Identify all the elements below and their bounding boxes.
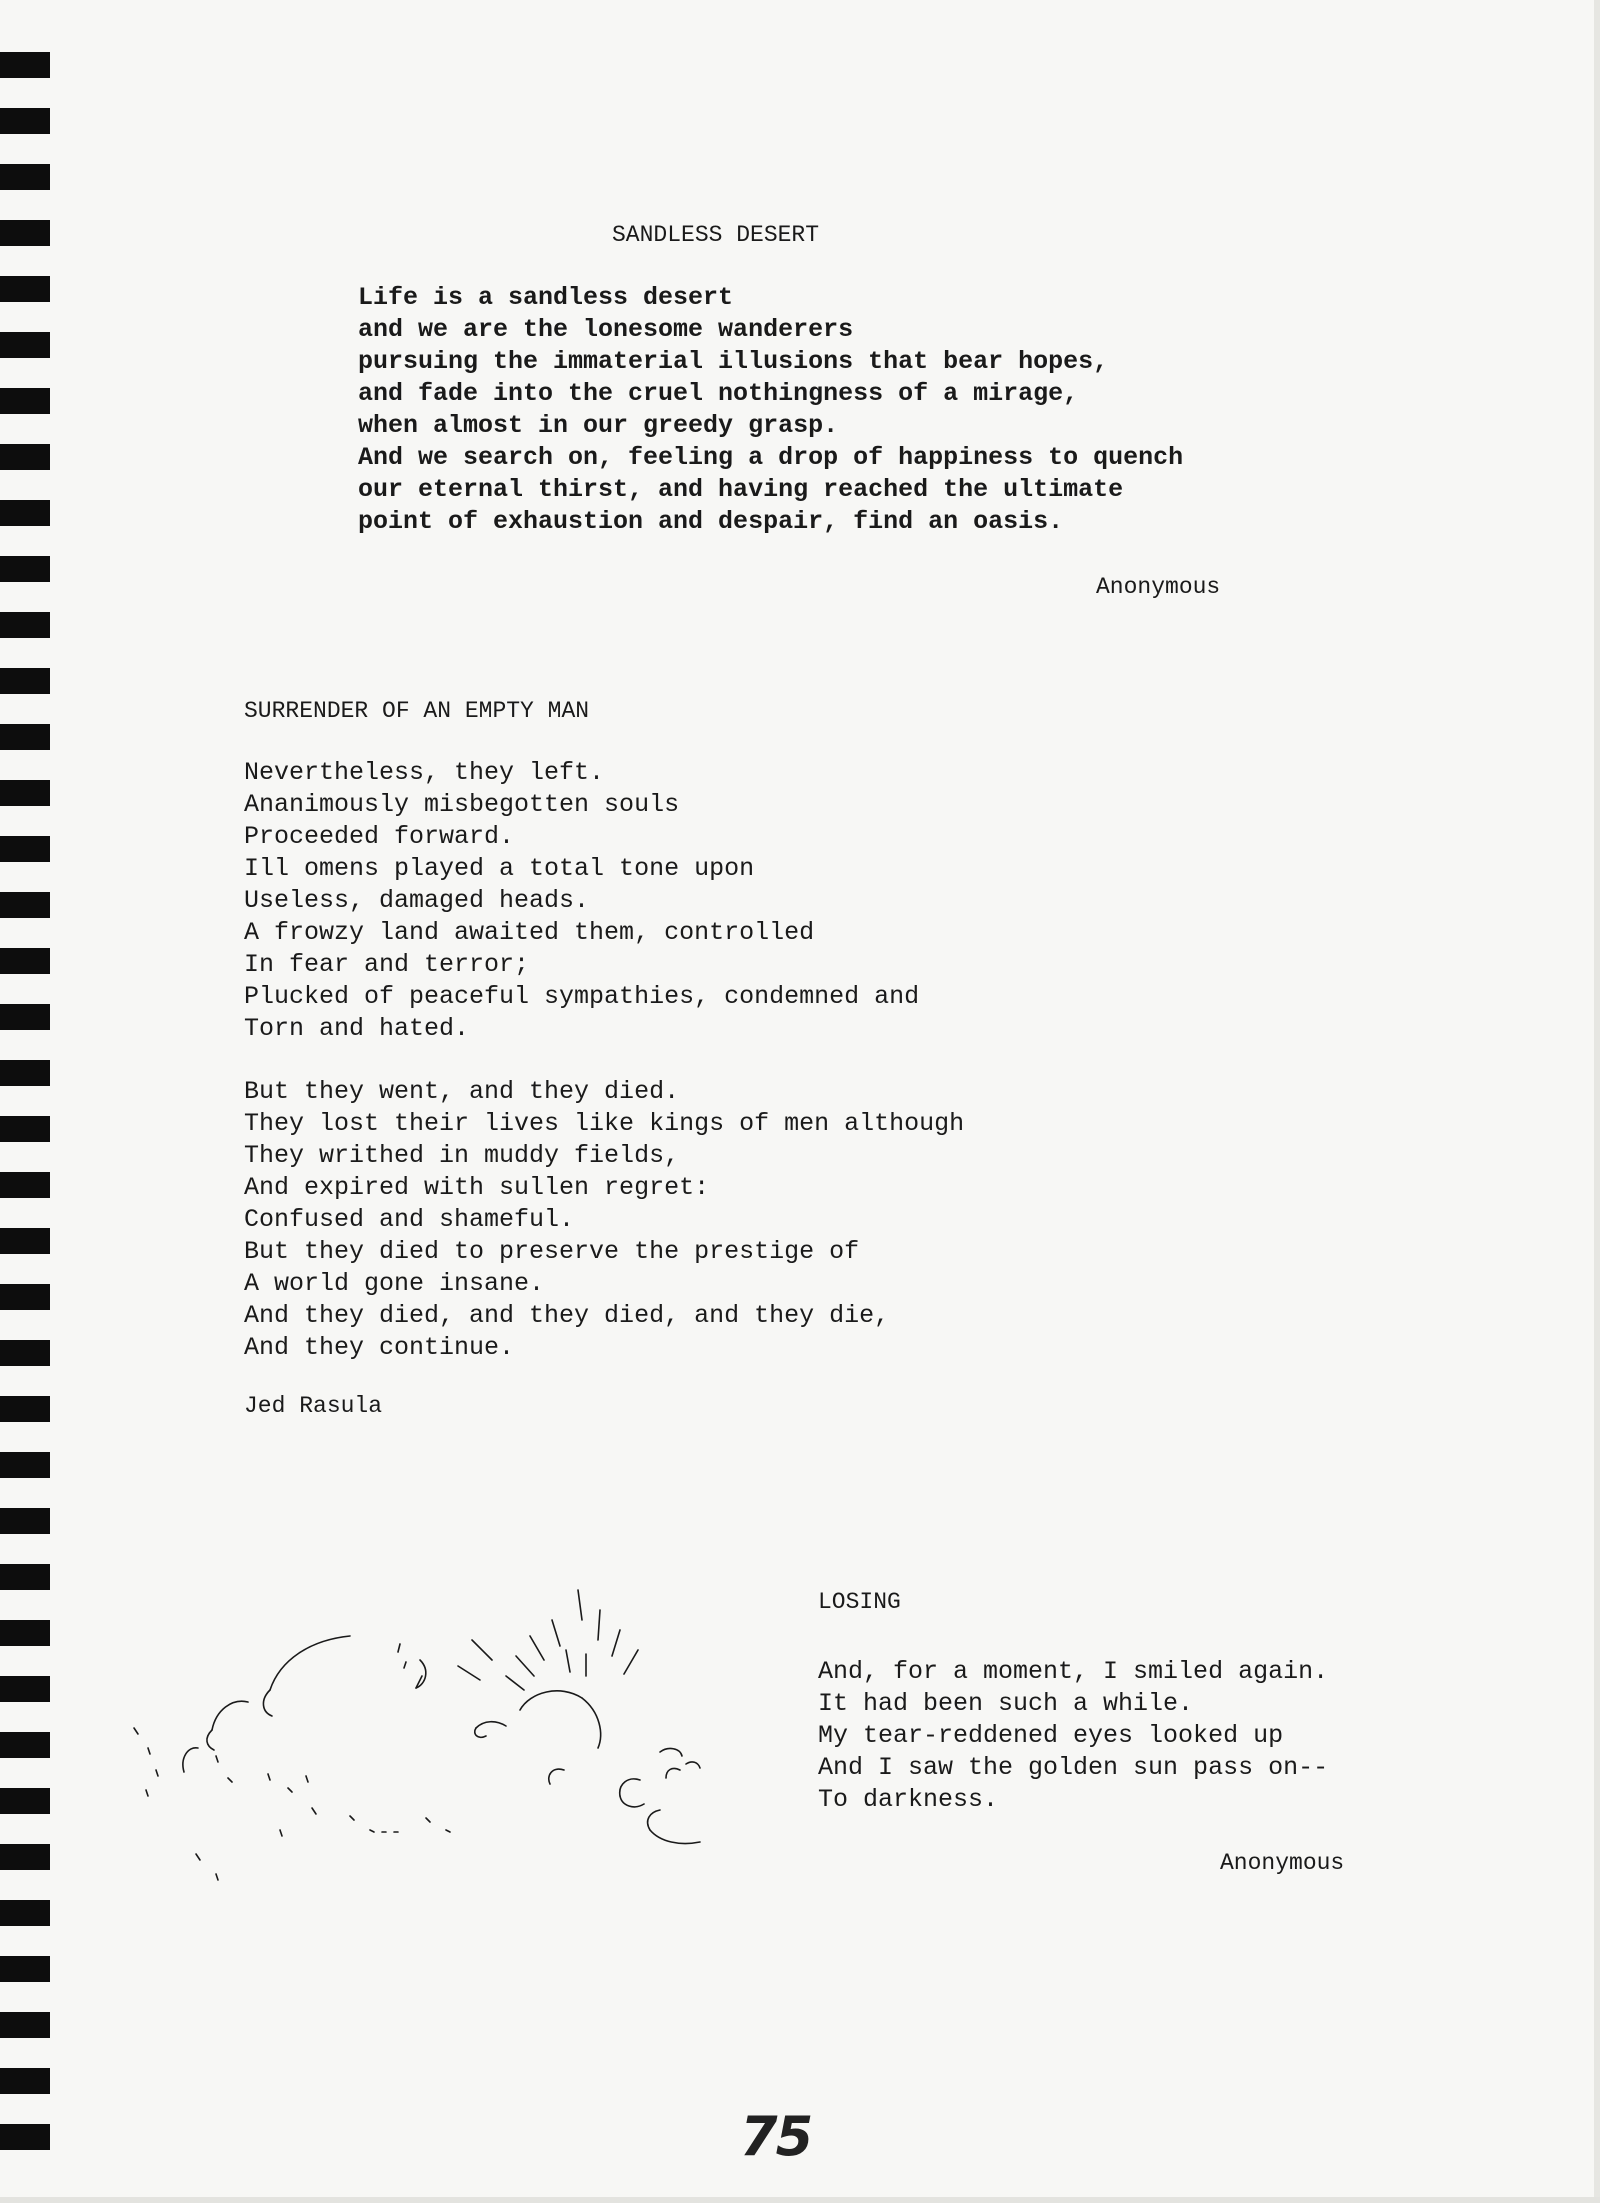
- poem-line: And they died, and they died, and they die,: [244, 1301, 890, 1330]
- poem-line: They lost their lives like kings of men although: [244, 1109, 965, 1138]
- binding-hole: [0, 1228, 50, 1254]
- poem-line: and we are the lonesome wanderers: [358, 315, 854, 344]
- poem-line: And, for a moment, I smiled again.: [818, 1657, 1329, 1686]
- poem-author: Anonymous: [1220, 1850, 1345, 1876]
- binding-hole: [0, 1788, 50, 1814]
- binding-hole: [0, 1956, 50, 1982]
- binding-hole: [0, 1172, 50, 1198]
- binding-hole: [0, 276, 50, 302]
- binding-hole: [0, 1116, 50, 1142]
- poem-line: when almost in our greedy grasp.: [358, 411, 839, 440]
- binding-hole: [0, 1004, 50, 1030]
- poem-body: [244, 757, 964, 1364]
- binding-hole: [0, 1900, 50, 1926]
- poem-line: In fear and terror;: [244, 950, 530, 979]
- poem-line: Useless, damaged heads.: [244, 886, 590, 915]
- poem-line: And I saw the golden sun pass on--: [818, 1753, 1329, 1782]
- poem-body: [358, 282, 1183, 538]
- poem-line: And we search on, feeling a drop of happiness to quench: [358, 443, 1184, 472]
- binding-hole: [0, 948, 50, 974]
- poem-line: Plucked of peaceful sympathies, condemned and: [244, 982, 920, 1011]
- binding-hole: [0, 164, 50, 190]
- poem-line: Ananimously misbegotten souls: [244, 790, 680, 819]
- binding-hole: [0, 2124, 50, 2150]
- binding-hole: [0, 52, 50, 78]
- sun-and-clouds-sketch-icon: [120, 1580, 720, 1900]
- binding-hole: [0, 1844, 50, 1870]
- spiral-binding: [0, 0, 60, 2203]
- poem-line: To darkness.: [818, 1785, 999, 1814]
- binding-hole: [0, 836, 50, 862]
- binding-hole: [0, 2012, 50, 2038]
- binding-hole: [0, 724, 50, 750]
- binding-hole: [0, 500, 50, 526]
- poem-line: It had been such a while.: [818, 1689, 1194, 1718]
- binding-hole: [0, 388, 50, 414]
- poem-line: They writhed in muddy fields,: [244, 1141, 680, 1170]
- binding-hole: [0, 612, 50, 638]
- binding-hole: [0, 1620, 50, 1646]
- binding-hole: [0, 1676, 50, 1702]
- poem-line: our eternal thirst, and having reached the ultimate: [358, 475, 1124, 504]
- binding-hole: [0, 220, 50, 246]
- binding-hole: [0, 1508, 50, 1534]
- poem-line: But they died to preserve the prestige of: [244, 1237, 860, 1266]
- page-right-edge: [1594, 0, 1600, 2203]
- poem-title: LOSING: [818, 1589, 901, 1615]
- poem-line: And expired with sullen regret:: [244, 1173, 710, 1202]
- binding-hole: [0, 1564, 50, 1590]
- poem-line: point of exhaustion and despair, find an oasis.: [358, 507, 1064, 536]
- page-bottom-edge: [0, 2197, 1600, 2203]
- poem-title: SANDLESS DESERT: [612, 222, 820, 248]
- stanza-break: [244, 1045, 964, 1076]
- poem-author: Jed Rasula: [244, 1393, 383, 1419]
- poem-line: But they went, and they died.: [244, 1077, 680, 1106]
- poem-line: Confused and shameful.: [244, 1205, 575, 1234]
- poem-body: [818, 1656, 1328, 1816]
- poem-line: A frowzy land awaited them, controlled: [244, 918, 815, 947]
- poem-line: pursuing the immaterial illusions that bear hopes,: [358, 347, 1109, 376]
- binding-hole: [0, 780, 50, 806]
- poem-line: Proceeded forward.: [244, 822, 515, 851]
- poem-line: Life is a sandless desert: [358, 283, 734, 312]
- binding-hole: [0, 892, 50, 918]
- binding-hole: [0, 556, 50, 582]
- binding-hole: [0, 1284, 50, 1310]
- binding-hole: [0, 1732, 50, 1758]
- poem-line: and fade into the cruel nothingness of a mirage,: [358, 379, 1079, 408]
- poem-title: SURRENDER OF AN EMPTY MAN: [244, 698, 590, 724]
- poem-line: Nevertheless, they left.: [244, 758, 605, 787]
- poem-line: Ill omens played a total tone upon: [244, 854, 755, 883]
- poem-line: A world gone insane.: [244, 1269, 545, 1298]
- poem-line: Torn and hated.: [244, 1014, 470, 1043]
- poem-line: And they continue.: [244, 1333, 515, 1362]
- poem-author: Anonymous: [1096, 574, 1221, 600]
- binding-hole: [0, 332, 50, 358]
- binding-hole: [0, 2068, 50, 2094]
- binding-hole: [0, 1340, 50, 1366]
- binding-hole: [0, 1452, 50, 1478]
- binding-hole: [0, 108, 50, 134]
- binding-hole: [0, 668, 50, 694]
- poem-line: My tear-reddened eyes looked up: [818, 1721, 1284, 1750]
- binding-hole: [0, 1396, 50, 1422]
- page-number: 75: [740, 2105, 812, 2168]
- binding-hole: [0, 1060, 50, 1086]
- binding-hole: [0, 444, 50, 470]
